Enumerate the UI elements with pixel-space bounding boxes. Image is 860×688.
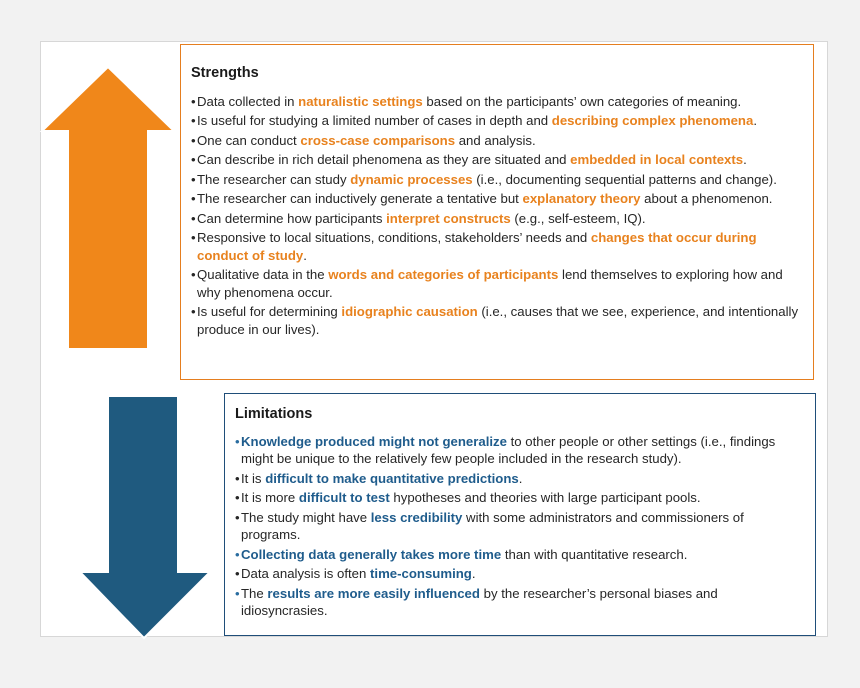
strengths-panel — [180, 44, 814, 380]
bullet-icon: • — [191, 93, 196, 109]
item-text: than with quantitative research. — [501, 546, 688, 562]
arrow-down-icon — [78, 396, 212, 640]
highlight-phrase: dynamic processes — [350, 171, 473, 187]
list-item — [191, 112, 801, 130]
item-text: Data analysis is often — [241, 566, 371, 581]
bullet-icon: • — [235, 509, 240, 525]
list-item — [191, 303, 801, 338]
list-item — [191, 210, 801, 228]
item-text: Can describe in rich detail phenomena as they are situated and — [197, 152, 571, 167]
item-text: Is useful for studying a limited number of cases in depth and — [197, 113, 552, 128]
list-item — [191, 229, 801, 264]
item-text: about a phenomenon. — [640, 191, 773, 206]
item-text: It is more — [241, 490, 299, 505]
item-text: based on the participants’ own categories of meaning. — [422, 93, 742, 109]
list-item — [191, 151, 801, 169]
bullet-icon: • — [235, 490, 240, 505]
bullet-icon: • — [235, 433, 240, 449]
list-item — [191, 132, 801, 150]
item-text: . — [743, 152, 747, 167]
bullet-icon: • — [191, 267, 196, 282]
highlight-phrase: idiographic causation — [341, 304, 478, 319]
item-text: lend themselves to exploring how and why phenomena occur. — [197, 267, 783, 300]
highlight-phrase: difficult to test — [298, 490, 390, 505]
highlight-phrase: results are more easily influenced — [267, 585, 480, 601]
bullet-icon: • — [191, 304, 196, 319]
bullet-icon: • — [235, 546, 240, 562]
item-text: The — [241, 585, 268, 601]
item-text: and analysis. — [455, 132, 536, 148]
arrow-up-icon — [40, 67, 176, 351]
bullet-icon: • — [191, 230, 196, 245]
item-text: Data collected in — [197, 93, 299, 109]
item-text: The researcher can inductively generate a tentative but — [197, 191, 523, 206]
highlight-phrase: time-consuming — [370, 566, 472, 581]
highlight-phrase: describing complex phenomena — [551, 113, 754, 128]
list-item — [235, 489, 803, 507]
bullet-icon: • — [191, 191, 196, 206]
list-item — [235, 433, 803, 468]
bullet-icon: • — [191, 171, 196, 187]
item-text: The study might have — [241, 509, 371, 525]
list-item — [235, 470, 803, 488]
list-item — [191, 171, 801, 189]
list-item — [191, 190, 801, 208]
item-text: The researcher can study — [197, 171, 351, 187]
item-text: hypotheses and theories with large participant pools. — [389, 490, 701, 505]
bullet-icon: • — [191, 210, 196, 226]
item-text: (i.e., documenting sequential patterns and change). — [472, 171, 777, 187]
list-item — [235, 585, 803, 620]
list-item — [235, 565, 803, 583]
bullet-icon: • — [235, 566, 240, 581]
bullet-icon: • — [235, 585, 240, 601]
item-text: by the researcher’s personal biases and idiosyncrasies. — [241, 585, 718, 618]
list-item — [235, 546, 803, 564]
highlight-phrase: embedded in local contexts — [570, 152, 744, 167]
list-item — [191, 93, 801, 111]
item-text: . — [518, 470, 523, 486]
item-text: (e.g., self-esteem, IQ). — [510, 210, 646, 226]
strengths-title: Strengths — [191, 65, 259, 81]
highlight-phrase: naturalistic settings — [298, 93, 423, 109]
list-item — [191, 266, 801, 301]
item-text: (i.e., causes that we see, experience, and intentionally produce in our lives). — [197, 304, 799, 337]
item-text: . — [303, 247, 307, 263]
limitations-title: Limitations — [235, 406, 313, 422]
item-text: Can determine how participants — [197, 210, 387, 226]
bullet-icon: • — [191, 113, 196, 128]
item-text: with some administrators and commissioners of programs. — [241, 509, 744, 542]
bullet-icon: • — [191, 152, 196, 167]
highlight-phrase: words and categories of participants — [328, 267, 559, 282]
item-text: . — [753, 113, 757, 128]
highlight-phrase: Collecting data generally takes more time — [241, 546, 502, 562]
highlight-phrase: changes that occur during conduct of study — [197, 230, 757, 263]
highlight-phrase: interpret constructs — [386, 210, 511, 226]
bullet-icon: • — [235, 470, 240, 486]
list-item — [235, 509, 803, 544]
highlight-phrase: Knowledge produced might not generalize — [241, 433, 507, 449]
highlight-phrase: cross-case comparisons — [300, 132, 456, 148]
highlight-phrase: explanatory theory — [522, 191, 641, 206]
highlight-phrase: less credibility — [370, 509, 463, 525]
item-text: It is — [241, 470, 266, 486]
item-text: . — [471, 566, 476, 581]
item-text: Qualitative data in the — [197, 267, 329, 282]
item-text: Responsive to local situations, conditions, stakeholders’ needs and — [197, 230, 591, 245]
highlight-phrase: difficult to make quantitative predictions — [265, 470, 519, 486]
bullet-icon: • — [191, 132, 196, 148]
item-text: One can conduct — [197, 132, 301, 148]
limitations-list — [235, 433, 803, 620]
limitations-panel — [224, 393, 816, 636]
item-text: to other people or other settings (i.e., findings might be unique to the relatively few people included in the research study). — [241, 433, 776, 466]
item-text: Is useful for determining — [197, 304, 342, 319]
strengths-list — [191, 93, 801, 339]
